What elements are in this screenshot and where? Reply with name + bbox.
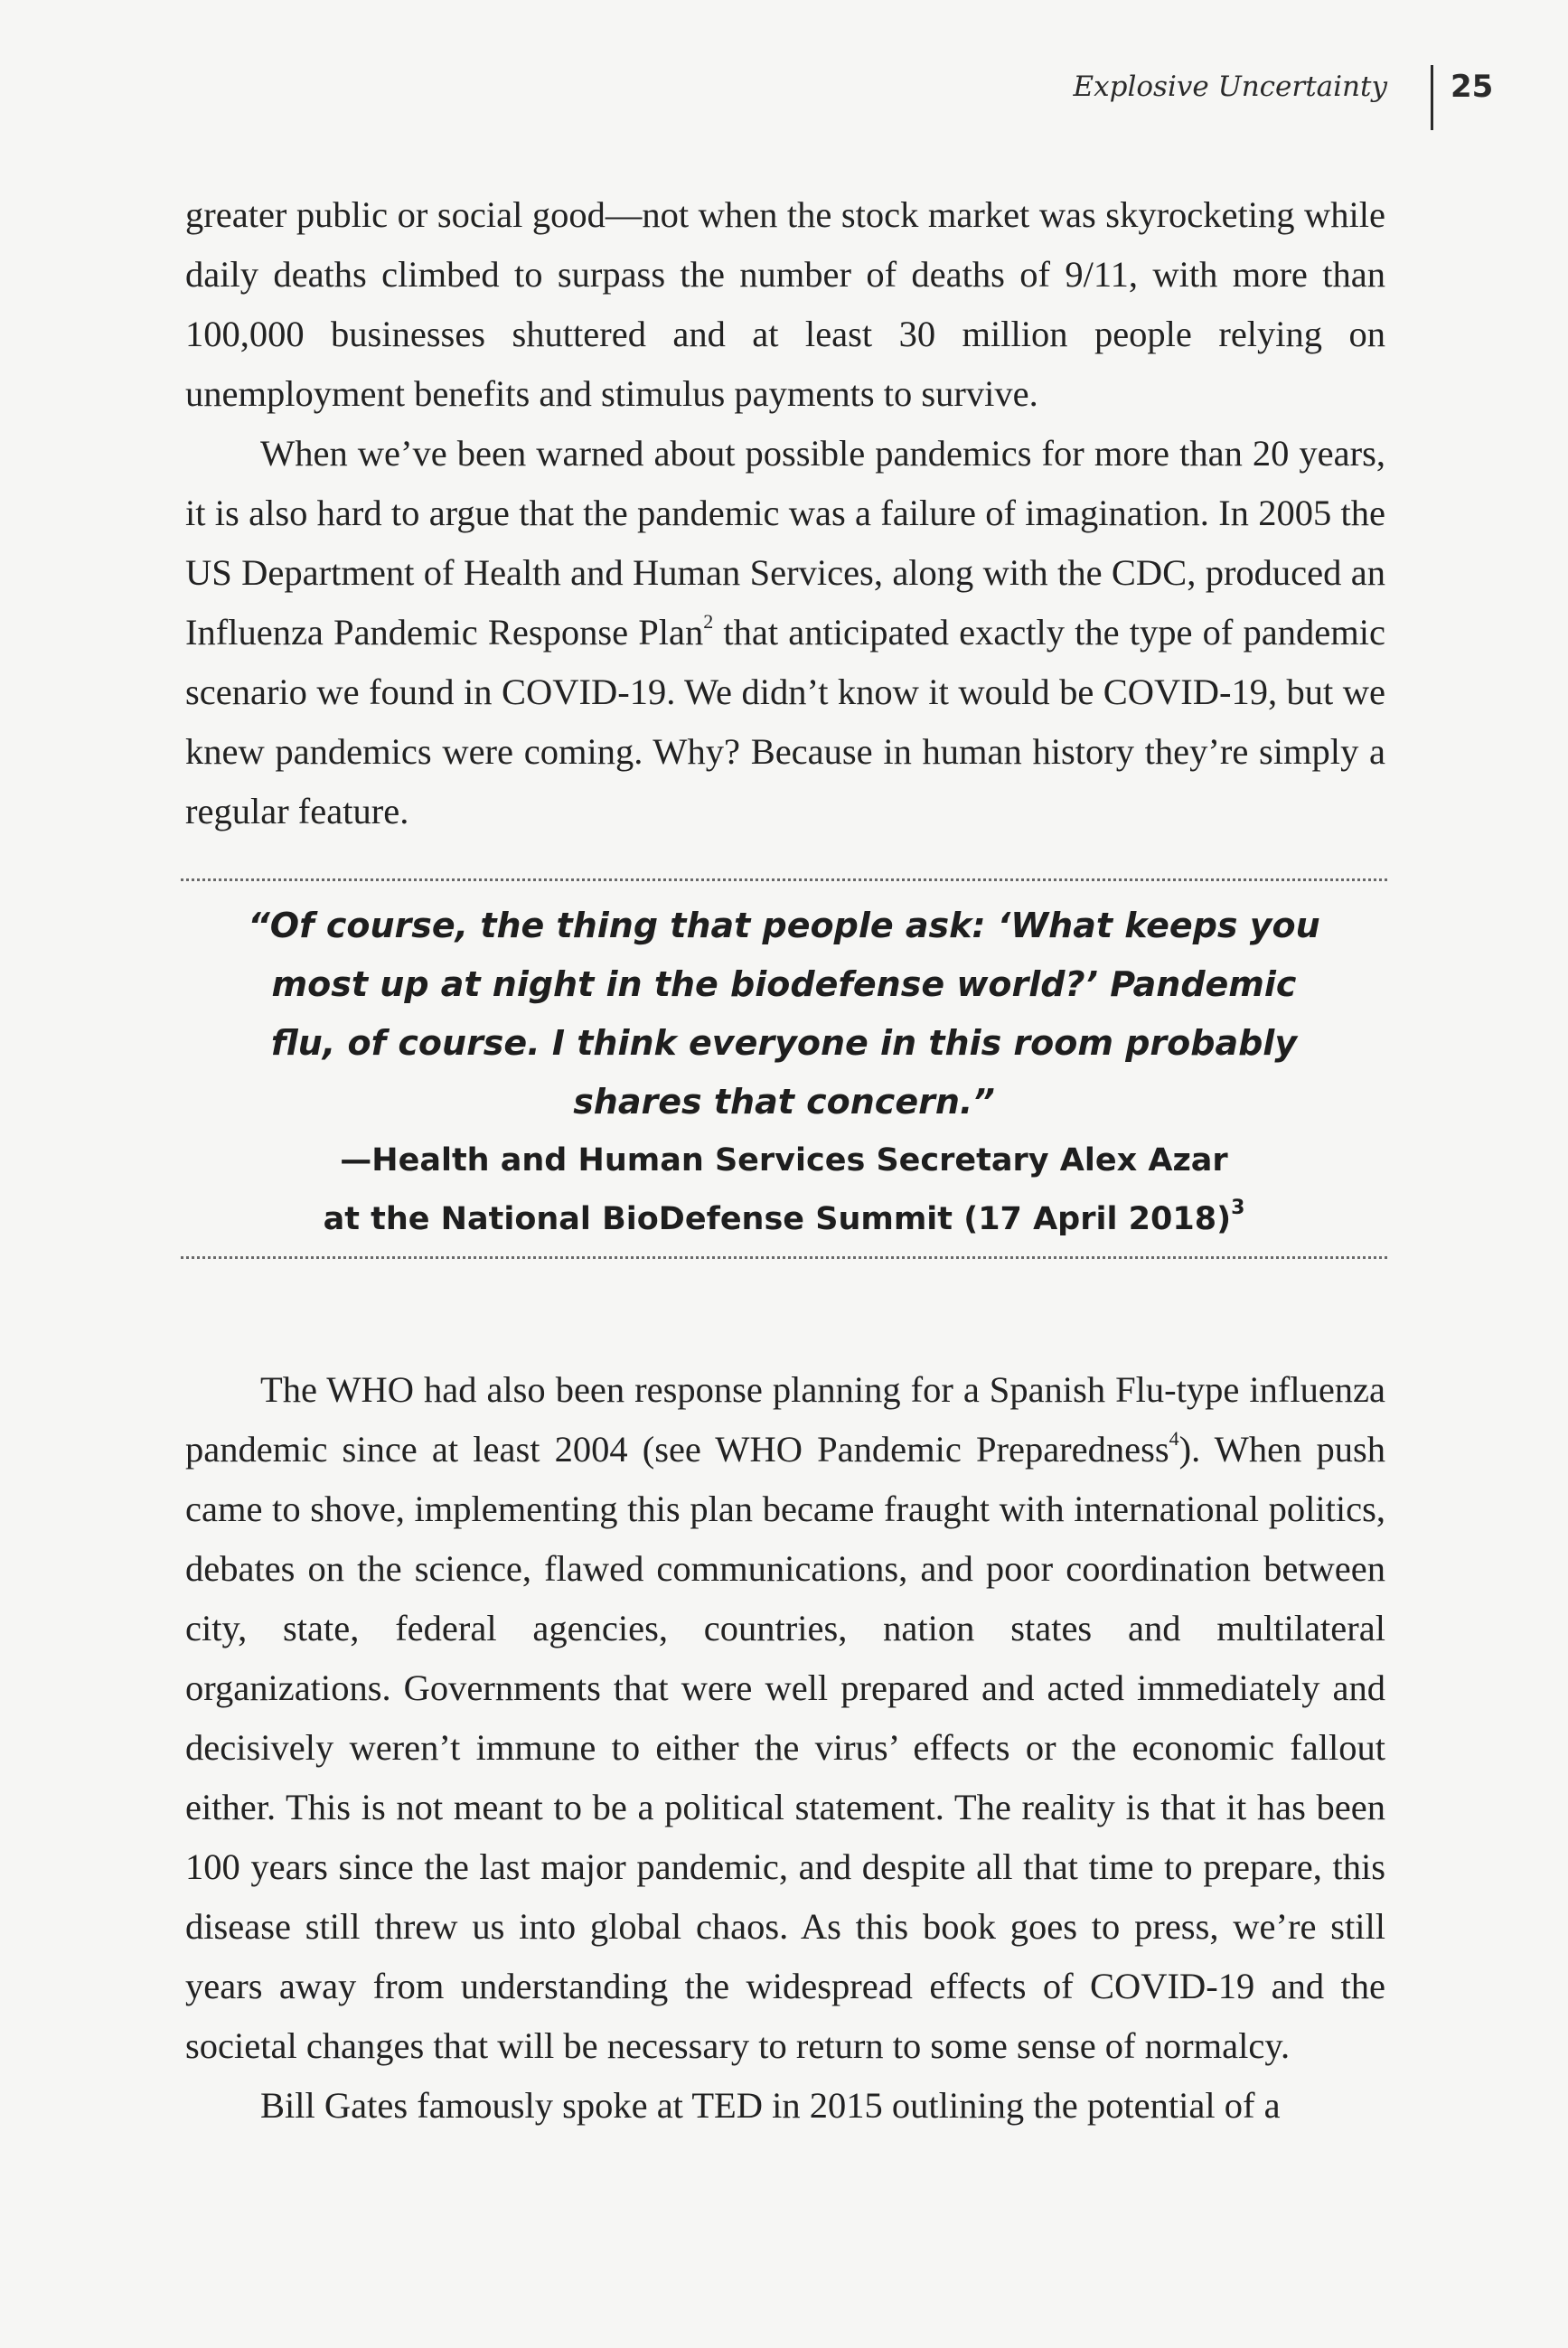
paragraph <box>185 2076 1385 2136</box>
pull-quote <box>181 869 1387 1267</box>
paragraph <box>185 424 1385 841</box>
page-number: 25 <box>1451 69 1494 105</box>
running-head <box>0 65 1568 137</box>
body-text-after-quote <box>185 1360 1385 2136</box>
paragraph-text: greater public or social good—not when the stock market was skyrocketing while daily deaths climbed to surpass the number of deaths of 9/11, with more than 100,000 businesses shuttered and at least 30 million people relying on unemployment benefits and stimulus payments to survive. <box>185 194 1385 414</box>
paragraph <box>185 185 1385 424</box>
paragraph-text: that anticipated exactly the type of pandemic scenario we found in COVID-19. We didn’t know it would be COVID-19, but we knew pandemics were coming. Why? Because in human history they’re simply a regular feature. <box>185 612 1385 831</box>
header-divider <box>1431 65 1433 130</box>
footnote-marker: 4 <box>1169 1426 1179 1450</box>
body-text-before-quote <box>185 185 1385 841</box>
paragraph-text: ). When push came to shove, implementing this plan became fraught with international politics, debates on the science, flawed communications, and poor coordination between city, state, federal agencies, countries, nation states and multilateral organizations. Governments that were well prepared and acted immediately and decisively weren’t immune to either the virus’ effects or the economic fallout either. This is not meant to be a political statement. The reality is that it has been 100 years since the last major pandemic, and despite all that time to prepare, this disease still threw us into global chaos. As this book goes to press, we’re still years away from understanding the widespread effects of COVID-19 and the societal changes that will be necessary to return to some sense of normalcy. <box>185 1429 1385 2066</box>
attribution-line: —Health and Human Services Secretary Alex Azar <box>340 1142 1228 1179</box>
pull-quote-attribution <box>235 1132 1333 1249</box>
dotted-divider-bottom <box>181 1256 1387 1259</box>
paragraph-text: Bill Gates famously spoke at TED in 2015 outlining the potential of a <box>260 2085 1281 2126</box>
footnote-marker: 3 <box>1231 1197 1245 1220</box>
dotted-divider-top <box>181 878 1387 881</box>
pull-quote-text: “Of course, the thing that people ask: ‘What keeps you most up at night in the biodefense world?’ Pandemic flu, of course. I think everyone in this room probably shares that concern.” <box>248 906 1320 1122</box>
paragraph <box>185 1360 1385 2076</box>
running-title: Explosive Uncertainty <box>1073 70 1387 103</box>
attribution-text: at the National BioDefense Summit (17 April 2018) <box>323 1201 1232 1237</box>
footnote-marker: 2 <box>703 609 714 633</box>
attribution-line <box>235 1190 1333 1249</box>
paragraph-text: When we’ve been warned about possible pandemics for more than 20 years, it is also hard to argue that the pandemic was a failure of imagination. In 2005 the US Department of Health and Human Services, along with the CDC, produced an Influenza Pandemic Response Plan <box>185 433 1385 653</box>
paragraph-text: The WHO had also been response planning for a Spanish Flu-type influenza pandemic since at least 2004 (see WHO Pandemic Preparedness <box>185 1369 1385 1470</box>
